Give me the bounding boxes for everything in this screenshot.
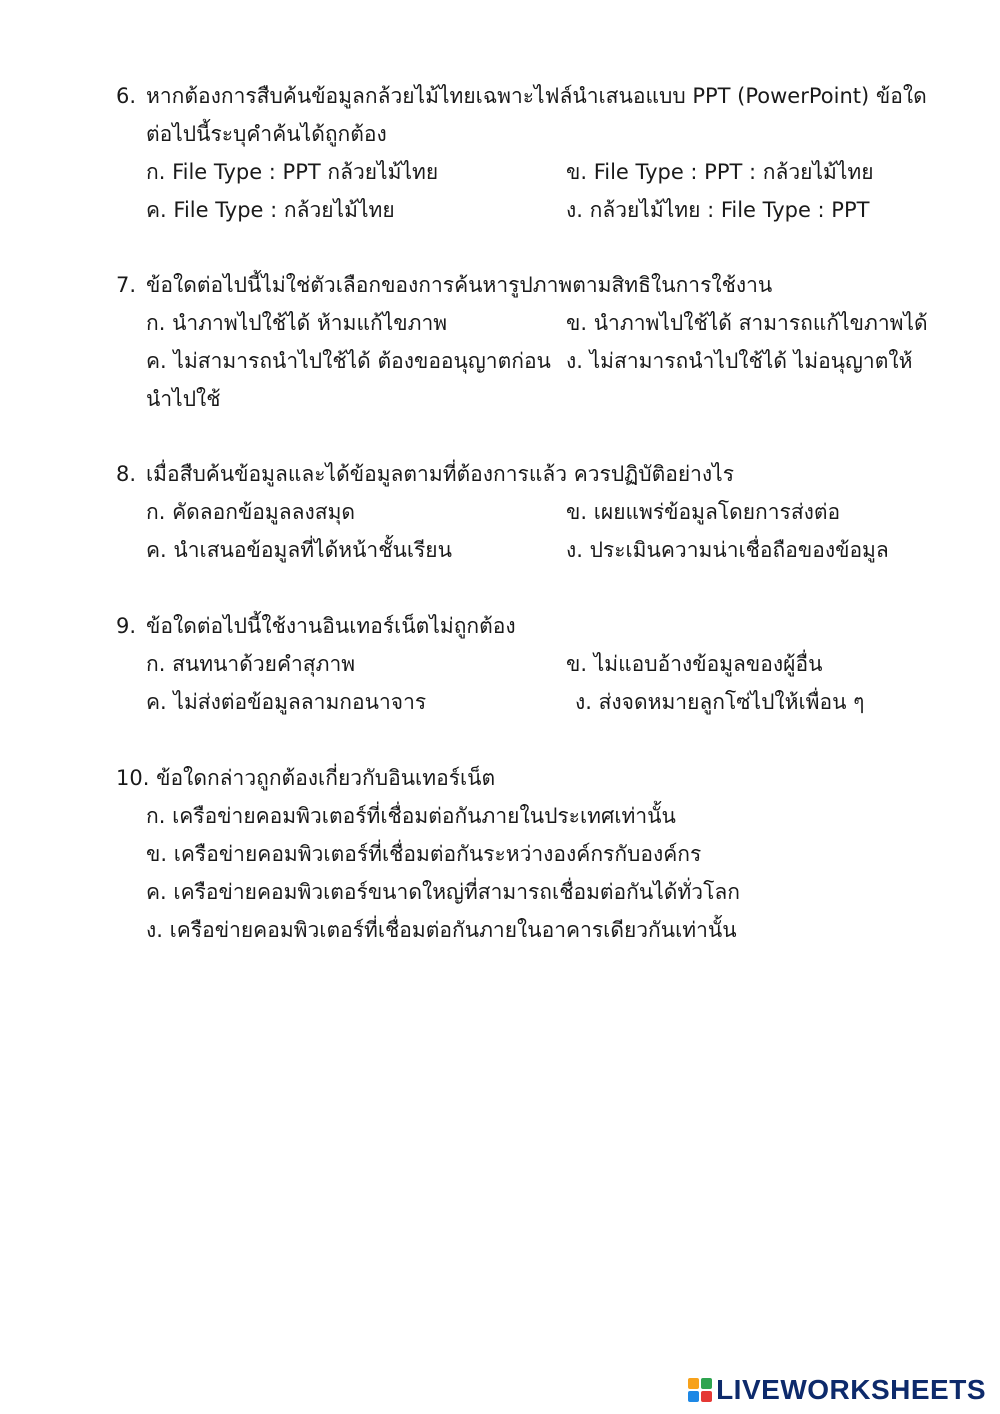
option-d[interactable]: ง. กล้วยไม้ไทย : File Type : PPT xyxy=(566,198,870,222)
question-9 xyxy=(116,607,936,721)
option-b[interactable]: ข. เครือข่ายคอมพิวเตอร์ที่เชื่อมต่อกันระหว่างองค์กรกับองค์กร xyxy=(146,842,702,866)
question-number: 8. xyxy=(116,462,137,486)
option-d[interactable]: ง. ไม่สามารถนำไปใช้ได้ ไม่อนุญาตให้ xyxy=(566,349,913,373)
logo-text: LIVEWORKSHEETS xyxy=(716,1374,986,1405)
question-text: ข้อใดต่อไปนี้ไม่ใช่ตัวเลือกของการค้นหารูปภาพตามสิทธิในการใช้งาน xyxy=(146,273,773,297)
question-number: 9. xyxy=(116,614,137,638)
option-c[interactable]: ค. นำเสนอข้อมูลที่ได้หน้าชั้นเรียน xyxy=(146,538,452,562)
option-d[interactable]: ง. ประเมินความน่าเชื่อถือของข้อมูล xyxy=(566,538,889,562)
option-c[interactable]: ค. File Type : กล้วยไม้ไทย xyxy=(146,198,395,222)
option-b[interactable]: ข. ไม่แอบอ้างข้อมูลของผู้อื่น xyxy=(566,652,823,676)
option-d[interactable]: ง. เครือข่ายคอมพิวเตอร์ที่เชื่อมต่อกันภายในอาคารเดียวกันเท่านั้น xyxy=(146,918,737,942)
question-8 xyxy=(116,455,936,569)
question-number: 6. xyxy=(116,84,137,108)
option-c-continued: นำไปใช้ xyxy=(146,387,221,411)
liveworksheets-grid-icon xyxy=(688,1378,712,1402)
question-text: ข้อใดต่อไปนี้ใช้งานอินเทอร์เน็ตไม่ถูกต้อง xyxy=(146,614,516,638)
question-number: 7. xyxy=(116,273,137,297)
question-7 xyxy=(116,266,936,418)
option-b[interactable]: ข. เผยแพร่ข้อมูลโดยการส่งต่อ xyxy=(566,500,841,524)
question-number: 10. xyxy=(116,766,150,790)
option-a[interactable]: ก. นำภาพไปใช้ได้ ห้ามแก้ไขภาพ xyxy=(146,311,448,335)
option-c[interactable]: ค. ไม่สามารถนำไปใช้ได้ ต้องขออนุญาตก่อน xyxy=(146,349,551,373)
option-b[interactable]: ข. นำภาพไปใช้ได้ สามารถแก้ไขภาพได้ xyxy=(566,311,928,335)
question-text: เมื่อสืบค้นข้อมูลและได้ข้อมูลตามที่ต้องการแล้ว ควรปฏิบัติอย่างไร xyxy=(146,462,735,486)
question-10 xyxy=(116,759,936,949)
option-b[interactable]: ข. File Type : PPT : กล้วยไม้ไทย xyxy=(566,160,874,184)
question-6 xyxy=(116,77,936,229)
option-a[interactable]: ก. คัดลอกข้อมูลลงสมุด xyxy=(146,500,356,524)
question-text: ข้อใดกล่าวถูกต้องเกี่ยวกับอินเทอร์เน็ต xyxy=(156,766,496,790)
option-c[interactable]: ค. ไม่ส่งต่อข้อมูลลามกอนาจาร xyxy=(146,690,427,714)
option-d[interactable]: ง. ส่งจดหมายลูกโซ่ไปให้เพื่อน ๆ xyxy=(575,690,865,714)
question-text: หากต้องการสืบค้นข้อมูลกล้วยไม้ไทยเฉพาะไฟล์นำเสนอแบบ PPT (PowerPoint) ข้อใด xyxy=(146,84,927,108)
option-a[interactable]: ก. สนทนาด้วยคำสุภาพ xyxy=(146,652,356,676)
liveworksheets-logo xyxy=(688,1372,986,1408)
question-text-continued: ต่อไปนี้ระบุคำค้นได้ถูกต้อง xyxy=(146,122,387,146)
option-a[interactable]: ก. File Type : PPT กล้วยไม้ไทย xyxy=(146,160,439,184)
option-c[interactable]: ค. เครือข่ายคอมพิวเตอร์ขนาดใหญ่ที่สามารถเชื่อมต่อกันได้ทั่วโลก xyxy=(146,880,740,904)
option-a[interactable]: ก. เครือข่ายคอมพิวเตอร์ที่เชื่อมต่อกันภายในประเทศเท่านั้น xyxy=(146,804,676,828)
